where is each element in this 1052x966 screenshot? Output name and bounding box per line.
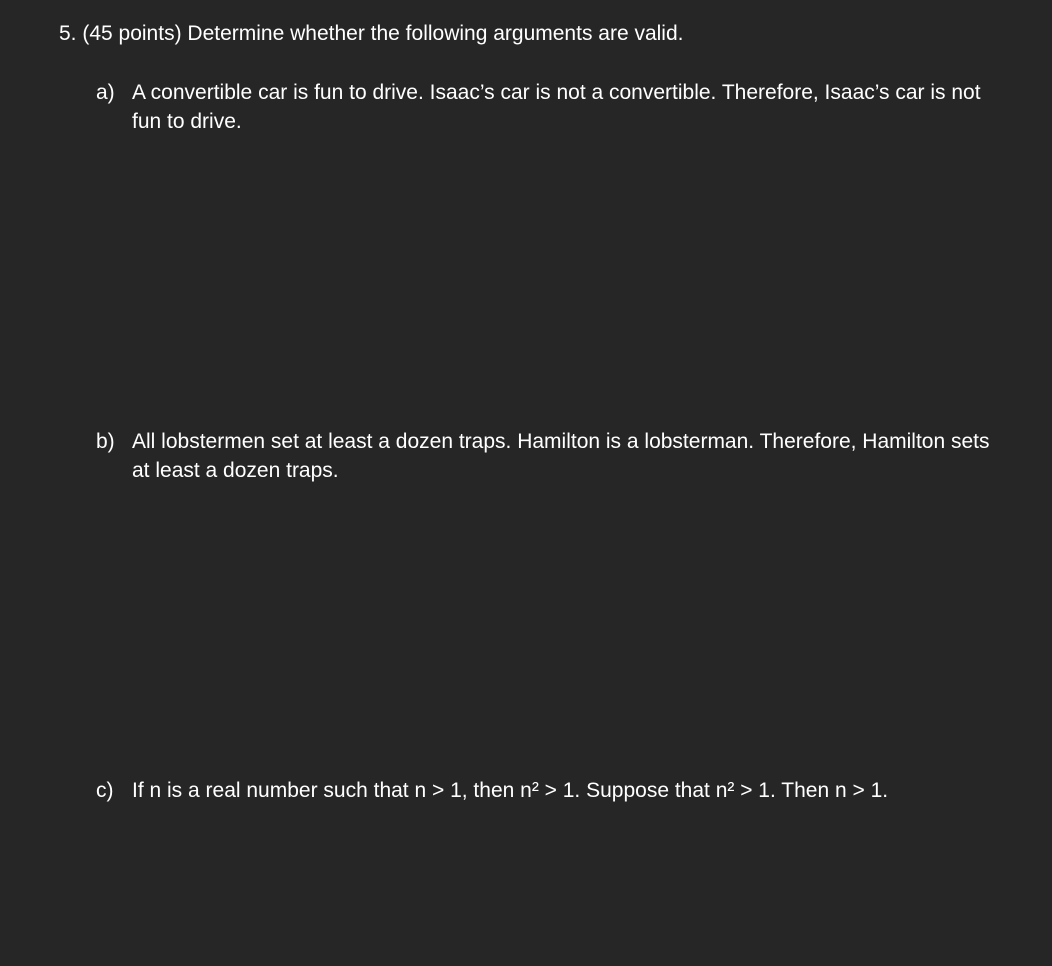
question-header: 5. (45 points) Determine whether the following arguments are valid. bbox=[59, 22, 684, 45]
item-marker: a) bbox=[96, 81, 115, 104]
item-marker: b) bbox=[96, 430, 115, 453]
argument-text: If n is a real number such that n > 1, then n² > 1. Suppose that n² > 1. Then n > 1. bbox=[132, 779, 889, 802]
argument-item-a bbox=[96, 78, 1006, 136]
argument-text: A convertible car is fun to drive. Isaac’s car is not a convertible. Therefore, Isaac’s car is not fun to drive. bbox=[132, 81, 981, 133]
argument-item-b bbox=[96, 427, 1006, 485]
item-marker: c) bbox=[96, 779, 114, 802]
argument-text: All lobstermen set at least a dozen traps. Hamilton is a lobsterman. Therefore, Hamilton sets at least a dozen traps. bbox=[132, 430, 990, 482]
argument-item-c bbox=[96, 776, 1006, 805]
